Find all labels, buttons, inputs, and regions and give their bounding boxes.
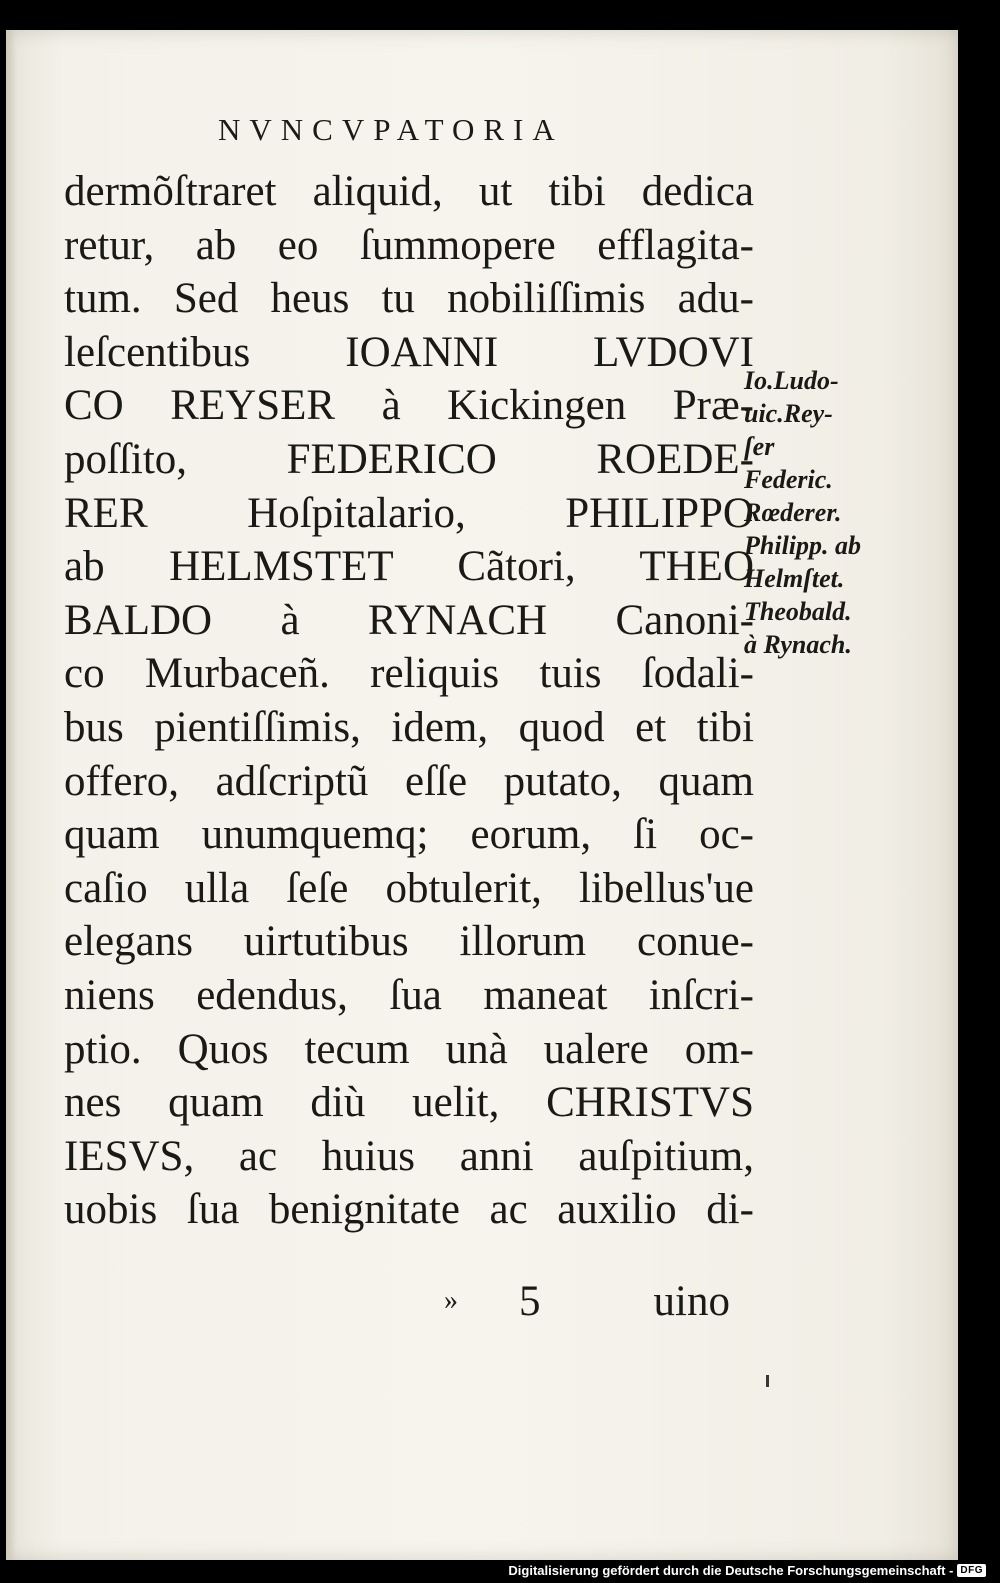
text-line: tum. Sed heus tu nobiliſſimis adu-	[64, 275, 754, 323]
text-line: ab HELMSTET Cãtori, THEO	[64, 543, 754, 591]
margin-note: Io.Ludo-	[744, 366, 839, 395]
text-line: BALDO à RYNACH Canoni-	[64, 596, 754, 644]
dfg-logo: DFG	[957, 1564, 986, 1577]
text-line: poſſito, FEDERICO ROEDE-	[64, 435, 754, 483]
digitization-credit	[508, 1559, 986, 1581]
signature-number: 5	[519, 1278, 541, 1325]
signature-mark: »	[444, 1285, 458, 1316]
text-line: niens edendus, ſua maneat inſcri-	[64, 971, 754, 1019]
text-line: offero, adſcriptũ eſſe putato, quam	[64, 757, 754, 805]
body-text	[64, 165, 754, 1237]
text-line: RER Hoſpitalario, PHILIPPO	[64, 489, 754, 537]
text-line: quam unumquemq; eorum, ſi oc-	[64, 811, 754, 859]
margin-note: Philipp. ab	[744, 531, 862, 560]
text-line: caſio ulla ſeſe obtulerit, libellus'ue	[64, 864, 754, 912]
text-line: retur, ab eo ſummopere efflagita-	[64, 221, 754, 269]
margin-note: Theobald.	[744, 597, 852, 626]
margin-note: Rœderer.	[744, 498, 842, 527]
margin-note: Helmſtet.	[744, 564, 845, 593]
margin-note: Federic.	[744, 465, 833, 494]
catchword: uino	[653, 1278, 730, 1325]
text-line: elegans uirtutibus illorum conue-	[64, 918, 754, 966]
text-line: CO REYSER à Kickingen Præ-	[64, 382, 754, 430]
ink-speck	[766, 1375, 769, 1387]
margin-note: uic.Rey-	[744, 399, 833, 428]
margin-note: à Rynach.	[744, 630, 852, 659]
text-line: ptio. Quos tecum unà ualere om-	[64, 1025, 754, 1073]
signature-line	[64, 1277, 754, 1331]
text-line: uobis ſua benignitate ac auxilio di-	[64, 1186, 754, 1234]
running-head: NVNCVPATORIA	[218, 112, 564, 147]
book-page	[6, 30, 958, 1560]
text-line: dermõſtraret aliquid, ut tibi dedica	[64, 168, 754, 215]
text-line: leſcentibus IOANNI LVDOVI	[64, 328, 754, 376]
text-line: co Murbaceñ. reliquis tuis ſodali-	[64, 650, 754, 698]
margin-notes	[744, 364, 894, 661]
page-gutter-shadow	[6, 30, 16, 1560]
text-line: bus pientiſſimis, idem, quod et tibi	[64, 703, 754, 751]
credit-text: Digitalisierung gefördert durch die Deutsche Forschungsgemeinschaft -	[508, 1562, 954, 1578]
text-line: IESVS, ac huius anni auſpitium,	[64, 1132, 754, 1180]
margin-note: ſer	[744, 432, 775, 461]
text-line: nes quam diù uelit, CHRISTVS	[64, 1079, 754, 1127]
